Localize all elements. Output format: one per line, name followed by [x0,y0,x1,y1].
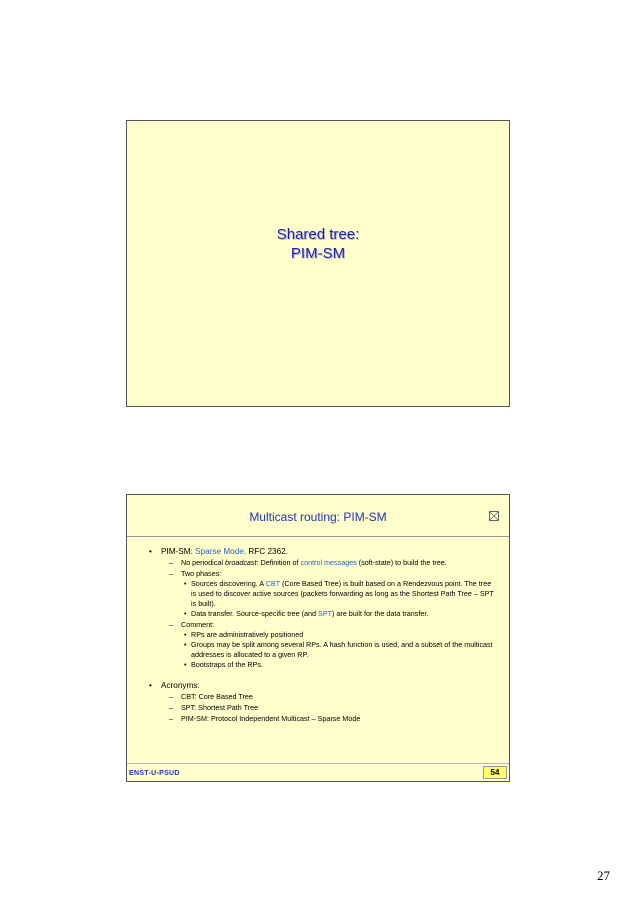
spt-link[interactable]: SPT [318,609,333,618]
sub-item-data-transfer [149,609,495,619]
slide-title-line2: PIM-SM [290,245,346,262]
dash-item-comment: – Comment: [149,620,495,630]
footer-label: ENST-U-PSUD [129,770,180,777]
text: No periodical [181,558,225,567]
text-italic: broadcast [224,558,257,567]
slide-title-shared-tree [126,120,510,407]
text: PIM-SM: [161,547,196,556]
slide-heading: Multicast routing: PIM-SM [249,510,387,524]
acronym-item: – SPT: Shortest Path Tree [149,703,495,713]
dash-item-two-phases: – Two phases: [149,569,495,579]
text: (soft-state) to build the tree. [356,558,447,567]
text: : Definition of [256,558,301,567]
sparse-mode-link[interactable]: Sparse Mode [195,547,244,556]
text: . RFC 2362. [243,547,288,556]
bullet-pim-sm [149,546,495,557]
sub-item-sources-discovering [149,579,495,609]
slide-pim-sm [126,494,510,782]
acronym-item: – PIM-SM: Protocol Independent Multicast – Sparse Mode [149,714,495,724]
heading-divider [127,536,509,537]
page-number: 27 [597,868,610,883]
sub-item-comment: • Bootstraps of the RPs. [149,660,495,670]
text: (Core Based Tree) is built based on a Rendezvous point. The tree is used to discover active sources (packets forwarding as long as the Shortest Path Tree – SPT is built). [191,579,494,608]
text: Data transfer. Source-specific tree (and [191,609,319,618]
acronym-item: – CBT: Core Based Tree [149,692,495,702]
slide-title-line1: Shared tree: [276,226,360,243]
cbt-link[interactable]: CBT [265,579,280,588]
text: ) are built for the data transfer. [332,609,429,618]
text: Sources discovering. A [191,579,266,588]
slide-number: 54 [483,766,507,779]
slide-body [149,545,495,724]
bullet-acronyms: • Acronyms: [149,680,495,691]
close-box-icon[interactable] [489,511,499,521]
sub-item-comment: • RPs are administratively positioned [149,630,495,640]
control-messages-link[interactable]: control messages [300,558,357,567]
footer-divider [127,763,509,764]
sub-item-comment: • Groups may be split among several RPs. A hash function is used, and a subset of the multicast addresses is allocated to a given RP. [149,640,495,660]
slide-title [127,225,509,263]
dash-item-periodical [149,558,495,568]
